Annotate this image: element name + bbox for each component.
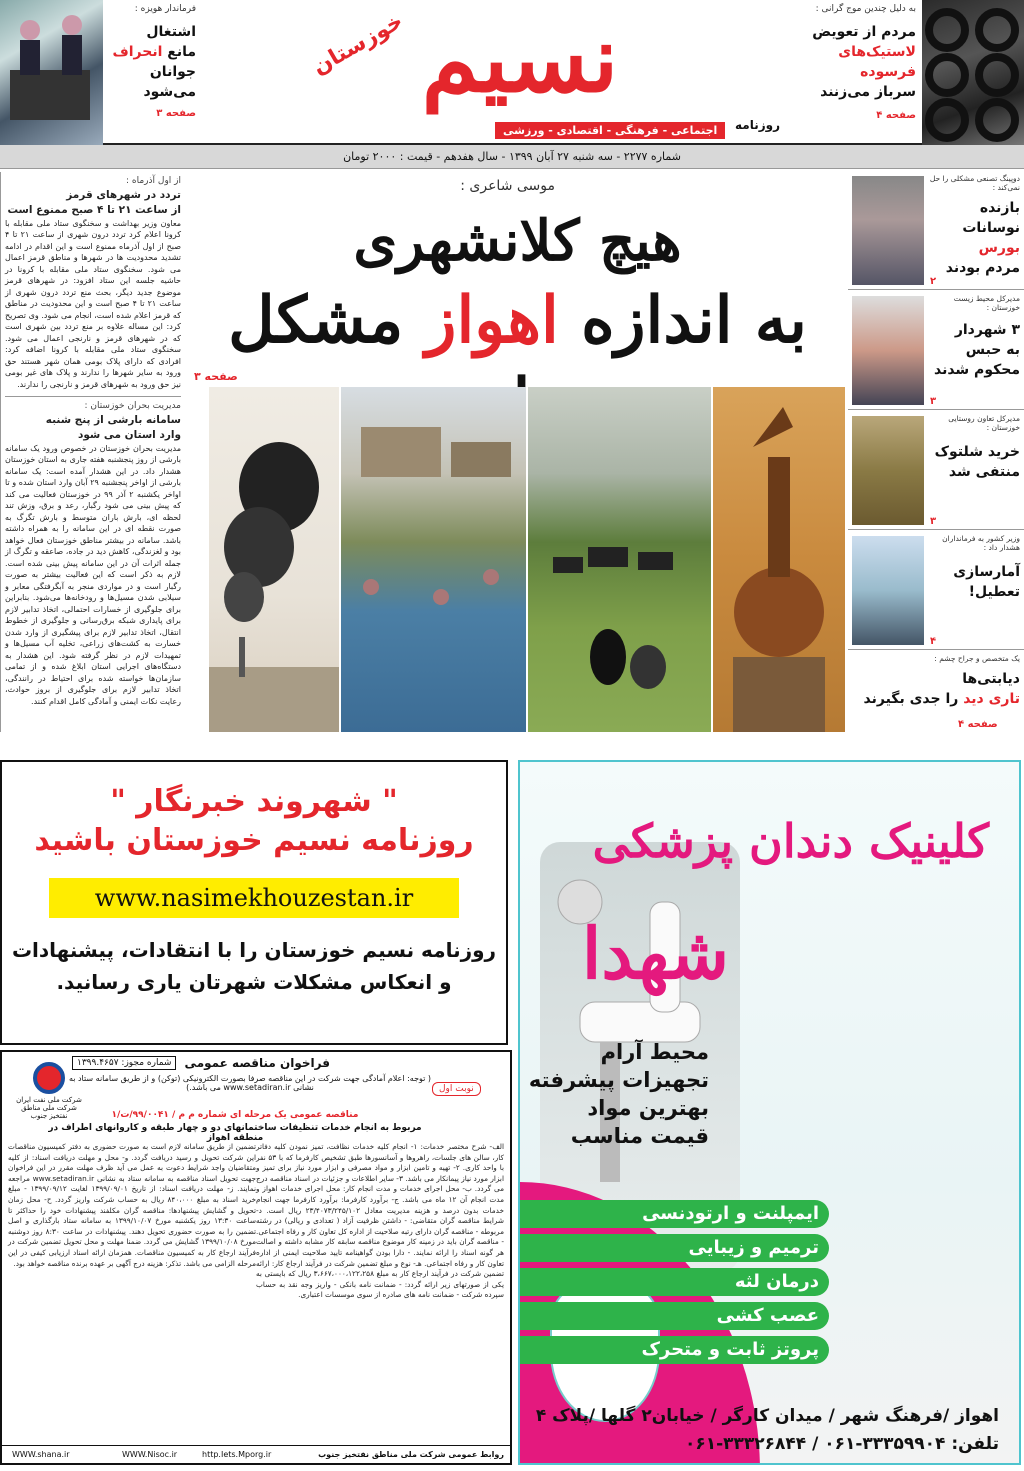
teaser-line: لاستیک‌های فرسوده [838,44,916,80]
tender-title: فراخوان مناقصه عمومی [184,1056,330,1070]
clinic-phone[interactable]: تلفن: ۳۳۳۵۹۹۰۴-۰۶۱ / ۳۳۳۲۶۸۴۴-۰۶۱ [684,1434,999,1454]
masthead-photo-tires [922,0,1024,145]
teaser-line: ۳ شهردار [954,322,1020,338]
teaser-line: بازنده [979,200,1020,216]
teaser-kicker: مدیرکل محیط زیست خوزستان : [953,294,1020,312]
teaser-line: مانع انحراف [112,44,196,60]
article-body: معاون وزیر بهداشت و سخنگوی ستاد ملی مقابله با کرونا اعلام کرد تردد درون شهری از ساعت ۲۱ تا ۴ صبح از اول آذرماه ممنوع است و این اقدام در ادامه تشدید محدودیت ها در شهرها و مناطق قرمز اعمال می شود. سخنگوی ستاد ملی مقابله با کرونا در حاشیه جلسه این ستاد افزود: در شهرهای قرمز موضوع جدید دیگر، بحث منع تردد درون شهری از ساعت ۲۱ تا ۴ صبح است و این محدودیت در مناطق که قرمز اعلام شده است، انجام می شود. وی تصریح کرد: این مساله علاوه بر منع تردد بین شهری است که در شهرهای قرمز و نارنجی اعمال می شود. سخنگوی ستاد ملی مقابله با کرونا اضافه کرد: افرادی که دارای پلاک بومی همان شهر هستند حق ورود به سایر شهرها را ندارند و پلاک های غیر بومی نیز حق ورود به شهرهای قرمز و نارنجی را ندارند. [5,218,182,389]
teaser-page: ۳ [930,516,937,527]
oil-company-logo-icon [33,1062,65,1094]
tender-column-left: تضمین از طریق سامانه لازم است به صورت حضوری به دفتر کمیسیون مناقصات این شرکت تحویل و رسید دریافت گردد. و- محل و مهلت دریافت اسناد: از کلیه متقاضیان واجد شرایط دعوت به عمل می آید ظرف مهلت مقرر در این فراخوان جهت تحویل اسناد مناقصه به سامانه ستاد به نشانی www.setadiran.ir مراجعه نمایند. ز- مهلت دریافت اسناد: از تاریخ ۱۳۹۹/۰۹/۰۱ لغایت ۱۳۹۹/۰۹/۱۲ - مبلغ خرید اسناد به مبلغ ۸۴۰،۰۰۰ ریال به حساب شرکت واریز گردد. ح- محل زمان تحویل و گشایش پیشنهادها: مناقصه گران مکلفند پیشنهادات خود را حداکثر تا ساعت ۱۳:۳۰ روز یکشنبه مورخ ۱۳۹۹/۱۰/۰۷ به سامانه ستاد بارگذاری و اصل تضمین را به صورت حضوری تحویل دهند. پیشنهادات در ساعت ۸:۳۰ روز دوشنبه مورخ ۱۳۹۹/۱۰/۰۸ گشایش می گردد. ضمنا مهلت و محل تحویل تضمین شرکت در فرآیند ارجاع کار به کمیسیون مناقصات. همزمان ارائه اسناد ارزیابی کیفی در این مرحله الزامی می باشد. تذکر: هزینه درج آگهی بر عهده برنده مناقصه خواهد بود. [8,1142,256,1268]
teaser-page: صفحه ۳ [156,108,196,119]
logo-sub: خوزستان [308,8,408,81]
tender-notice[interactable] [0,1050,512,1465]
teaser-kicker: یک متخصص و جراح چشم : [934,654,1020,663]
right-teaser[interactable] [848,172,1024,290]
tender-footer [2,1445,510,1463]
teaser-kicker: فرماندار هویزه : [134,4,196,14]
clinic-service: عصب کشی [519,1302,829,1330]
teaser-tires[interactable] [800,0,920,145]
dateline: شماره ۲۲۷۷ - سه شنبه ۲۷ آبان ۱۳۹۹ - سال هفدهم - قیمت : ۲۰۰۰ تومان [0,145,1024,169]
photo-park [528,387,711,732]
teaser-page: ۴ [930,636,937,647]
clinic-feature: قیمت مناسب [570,1124,709,1148]
teaser-line: آمارسازی [953,564,1020,580]
clinic-name: شهدا [581,912,729,995]
logo [300,4,740,124]
teaser-page: صفحه ۴ [876,110,916,121]
article-kicker: مدیریت بحران خوزستان : [84,401,181,411]
ad-line: و انعکاس مشکلات شهرتان یاری رسانید. [56,970,452,994]
teaser-page: ۳ [930,396,937,407]
ad-dental-clinic[interactable] [518,760,1021,1465]
article-body: مدیریت بحران خوزستان در خصوص ورود یک سامانه بارشی از روز پنجشنبه هفته جاری به استان خوزستان هشدار داد. در این هشدار آمده است: یک سامانه بارشی از اواخر پنجشنبه ۲۹ آبان وارد استان شده و تا اواخر یکشنبه ۲ آذر ۹۹ در خوزستان فعالیت می کند که پیش بینی می شود رگبار، رعد و برق، وزش تند لحظه ای، بارش باران متوسط و بارش تگرگ به صورت نقطه ای در این سامانه را به همراه داشته باشد. سامانه در بیشتر مناطق خوزستان فعال خواهد بود و لغزندگی، کاهش دید در جاده، صاعقه و تگرگ از جمله اثرات آن در این سامانه پیش بینی شده است. لازم به ذکر است که این فعالیت بیشتر به صورت رگبار است و در مواردی منجر به آبگرفتگی معابر و سیلابی شدن مسیل‌ها و رودخانه‌ها می‌شود. بنابراین برای جلوگیری از خسارات احتمالی، اتخاذ تدابیر لازم برای پایداری شبکه برق‌رسانی و جلوگیری از خطوط انتقال، اتخاذ تدابیر لازم برای پیشگیری از وارد شدن خسارت به کشت‌های زراعی، تخلیه آب مسیل‌ها و تمهیدات لازم در نظر گرفته شود. این هشدار به دستگاه‌های اجرایی استان ابلاغ شده و از تمامی سازمان‌ها خواسته شده برای احتیاط در رانندگی، اتخاذ تدابیر لازم برای جلوگیری از بروز حوادث، رعایت نکات ایمنی و آمادگی کامل اقدام کنند. [5,443,182,706]
children-sewage-image [341,387,526,732]
divider [5,396,181,397]
lead-headline-line1[interactable]: هیچ کلانشهری [353,208,682,274]
right-teaser[interactable] [848,412,1024,530]
ad-citizen-reporter[interactable] [0,760,508,1045]
tender-column-right: الف- شرح مختصر خدمات: ۱- انجام کلیه خدمات نظافت، تمیز نمودن کلیه دفاتر کار، سالن های جلسات، راهروها و آسانسورها طبق تشخیص کارفرما که با ۵۳ نفر با واحد کاری. ۲- تهیه و تامین ابزار و مواد مصرفی و ابزار مورد نیاز برای تمیز و ابزار مورد نیاز پیمانکار می باشد. ۳- سایر اطلاعات و جزئیات در اسناد مناقصه درج می گردد. ب- محل اجرای خدمات و مدت انجام کار: محل اجرای خدمات اهواز و مدت انجام آن ۱۲ ماه می باشد. ج- برآورد کارفرما: برآورد کارفرما جهت انجام خدمات بدون درصد و هزینه مدیریت معادل ۲۳/۴۰۷۳/۲۴۵/۱۰۲ ریال است. د- شرایط مناقصه گران متقاضی: - داشتن ظرفیت آزاد ( تعدادی و ریالی) در رشته مربوطه - مناقصه گران دارای رتبه صلاحیت از اداره کل تعاون کار و رفاه اجتماعی. - مناقصه گران باید در زمینه کار موضوع مناقصه سابقه کار مشابه داشته و اصالت هر گونه اسناد را ارائه نمایند. - دارا بودن گواهینامه تایید صلاحیت ایمنی از اداره تعاون کار و رفاه اجتماعی. هـ- نوع و مبلغ تضمین شرکت در فرآیند ارجاع کار: ارائه تضمین شرکت در فرآیند ارجاع کار به مبلغ ۳،۶۶۷،۰۰۰،۱۲۲،۲۵۸ ریال که بایستی به یکی از صورتهای زیر ارائه گردد: - ضمانت نامه بانکی - واریز وجه نقد به حساب سپرده شرکت - ضمانت نامه های صادره از سوی موسسات اعتباری. [256,1142,505,1300]
smoke-image [209,387,339,732]
teaser-line: مردم بودند [945,260,1020,276]
photo-statue [713,387,845,732]
teaser-line: سرباز می‌زنند [820,84,916,100]
tender-foot-link[interactable]: WWW.Nisoc.ir [122,1450,178,1459]
teaser-kicker: به دلیل چندین موج گرانی : [815,4,916,14]
tender-foot-link[interactable]: http.Iets.Mporg.ir [202,1450,272,1459]
teaser-photo [852,176,924,285]
teaser-line: مردم از تعویض [812,24,916,40]
photo-sewage [341,387,526,732]
teaser-line: تعطیل! [968,584,1020,600]
clinic-service: درمان لثه [519,1268,829,1296]
clinic-address: اهواز /فرهنگ شهر / میدان کارگر / خیابان۲ گلها /پلاک ۴ [535,1406,999,1426]
tires-image [922,0,1024,145]
clinic-service: ایمپلنت و ارتودنسی [519,1200,829,1228]
article-title[interactable]: از ساعت ۲۱ تا ۴ صبح ممنوع است [7,203,181,216]
lead-story[interactable] [190,172,845,732]
teaser-page: صفحه ۴ [958,719,998,730]
tender-foot-org: روابط عمومی شرکت ملی مناطق نفتخیز جنوب [318,1450,504,1459]
masthead [0,0,1024,145]
teaser-line: تاری دید را جدی بگیرند [863,691,1020,707]
ad-line: " شهروند خبرنگار " [110,784,398,819]
lead-headline-line2[interactable]: به اندازه اهواز مشکل [228,283,807,358]
teaser-kicker: دوپینگ تصنعی مشکلی را حل نمی‌کند : [929,174,1020,192]
paper-type: روزنامه [735,118,780,132]
teaser-hoveyzeh[interactable] [105,0,200,145]
org-name: شرکت ملی نفت ایران [16,1096,82,1104]
teaser-line: منتفی شد [948,464,1020,480]
right-teaser[interactable] [848,292,1024,410]
teaser-line: جوانان می‌شود [143,64,196,100]
article-kicker: از اول آذرماه : [126,176,181,186]
right-teaser[interactable] [848,652,1024,732]
clinic-feature: محیط آرام [600,1040,709,1064]
clinic-feature: بهترین مواد [587,1096,709,1120]
ad-url-link[interactable]: www.nasimekhouzestan.ir [49,878,459,918]
tender-red-heading: مناقصه عمومی یک مرحله ای شماره م م / ۹۹/۰۰۴۱/ت/۱ مربوط به انجام خدمات تنظیفات ساختمانهای دو و چهار طبقه و کاروانهای اطراف در منطقه اهواز [48,1110,422,1143]
sections-strip: اجتماعی - فرهنگی - اقتصادی - ورزشی [495,122,725,139]
right-teaser[interactable] [848,532,1024,650]
clinic-title: کلینیک دندان پزشکی [592,814,989,868]
teaser-line: محکوم شدند [933,362,1020,378]
lead-page: صفحه ۳ [194,370,238,383]
clinic-feature: تجهیزات پیشرفته [528,1068,709,1092]
teaser-photo [852,536,924,645]
ad-line: روزنامه نسیم خوزستان را با انتقادات، پیشنهادات [11,938,497,962]
statue-image [713,387,845,732]
logo-main: نسیم [421,5,619,113]
tender-permit: شماره مجوز: ۱۳۹۹.۴۶۵۷ [72,1056,176,1070]
teaser-line: اشتغال [146,24,196,40]
photo-smoke [209,387,339,732]
article-title[interactable]: سامانه بارشی از پنج شنبه [45,413,181,426]
article-title[interactable]: تردد در شهرهای قرمز [66,188,181,201]
teaser-line: خرید شلتوک [934,444,1020,460]
workers-image [0,0,103,145]
tender-note: ( توجه: اعلام آمادگی جهت شرکت در این مناقصه صرفا بصورت الکترونیکی (توکن) و از طریق سامانه ستاد به نشانی www.setadiran.ir می باشد.) [68,1074,432,1092]
tender-foot-link[interactable]: WWW.shana.ir [12,1450,70,1459]
left-column [0,172,185,732]
clinic-service: ترمیم و زیبایی [519,1234,829,1262]
tender-badge: نوبت اول [432,1082,481,1096]
teaser-kicker: مدیرکل تعاون روستایی خوزستان : [948,414,1020,432]
teaser-line: به حبس [965,342,1020,358]
masthead-photo-workshop [0,0,103,145]
clinic-service: پروتز ثابت و متحرک [519,1336,829,1364]
org-sub: شرکت ملی مناطق نفتخیز جنوب [21,1104,77,1120]
teaser-line: دیابتی‌ها [962,671,1020,687]
teaser-line: نوسانات بورس [962,220,1020,256]
lead-kicker: موسی شاعری : [460,178,555,194]
teaser-kicker: وزیر کشور به فرمانداران هشدار داد : [942,534,1020,552]
right-column [848,172,1024,732]
buffalo-image [528,387,711,732]
tender-org [14,1062,84,1120]
ad-line: روزنامه نسیم خوزستان باشید [34,823,474,858]
teaser-photo [852,416,924,525]
teaser-page: ۲ [930,276,937,287]
article-title[interactable]: وارد استان می شود [77,428,181,441]
teaser-photo [852,296,924,405]
